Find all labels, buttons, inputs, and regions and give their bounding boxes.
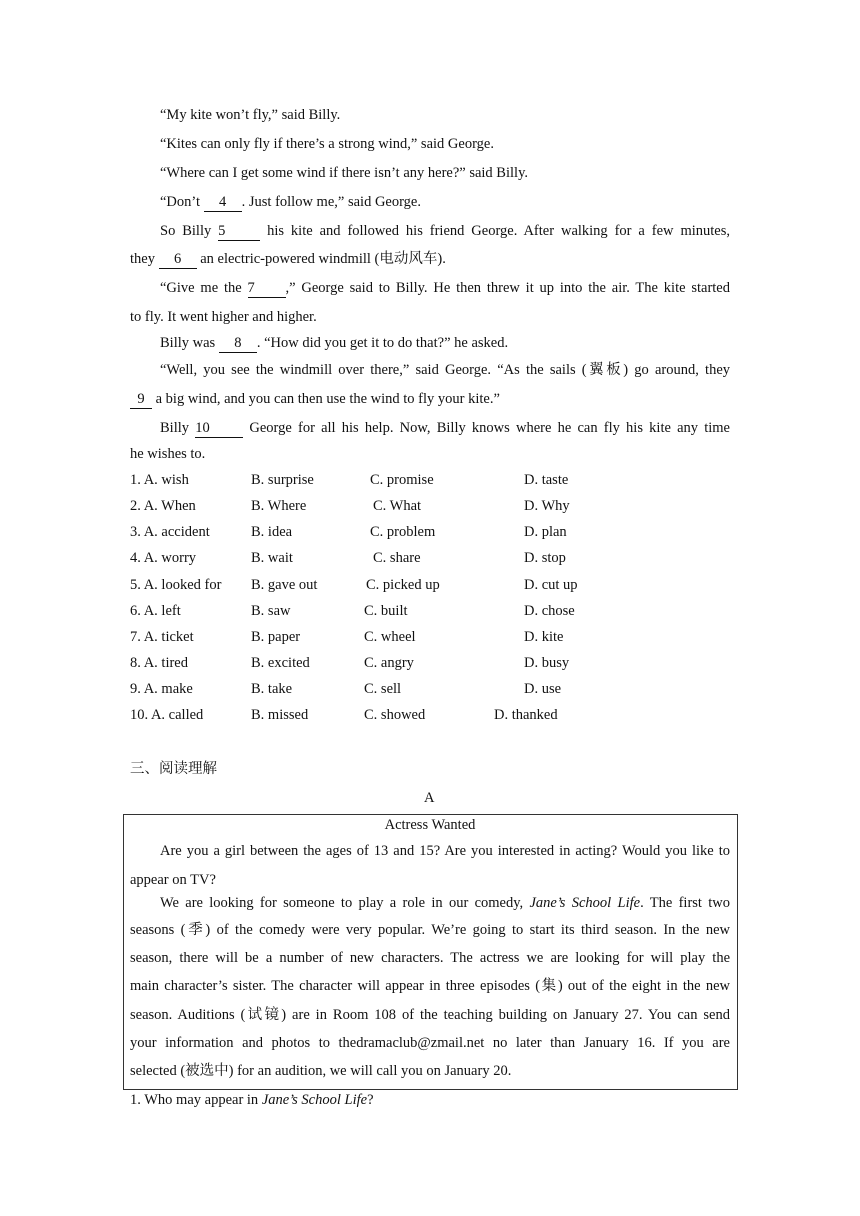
story-line-12 — [160, 421, 730, 438]
option-3-c: C. problem — [370, 524, 436, 540]
option-3-b: B. idea — [251, 524, 293, 540]
show-title: Jane’s School Life — [261, 1092, 368, 1108]
option-9-b: B. take — [251, 681, 293, 697]
blank-5: 5 — [218, 224, 260, 241]
option-9-a: 9. A. make — [130, 681, 193, 697]
story-line-11 — [130, 392, 500, 409]
text: his kite and followed his friend George. After walking for a few minutes, — [260, 223, 730, 239]
text: “Give me the — [160, 280, 248, 296]
text: 1. Who may appear in — [130, 1092, 262, 1108]
option-6-d: D. chose — [524, 603, 575, 619]
option-4-d: D. stop — [524, 550, 566, 566]
option-2-d: D. Why — [524, 498, 570, 514]
option-1-c: C. promise — [370, 472, 434, 488]
option-7-b: B. paper — [251, 629, 301, 645]
option-10-b: B. missed — [251, 707, 309, 723]
option-2-c: C. What — [373, 498, 422, 514]
ad-line-7: season. Auditions (试镜) are in Room 108 of the teaching building on January 27. You can send — [130, 1007, 730, 1023]
ad-line-5: season, there will be a number of new characters. The actress we are looking for will play the — [130, 950, 730, 966]
option-4-b: B. wait — [251, 550, 293, 566]
story-line-10: “Well, you see the windmill over there,” said George. “As the sails (翼板) go around, they — [160, 362, 730, 378]
option-9-c: C. sell — [364, 681, 402, 697]
text: So Billy — [160, 223, 219, 239]
story-line-7 — [160, 281, 730, 298]
text: . The first two — [640, 895, 730, 911]
story-line-5 — [160, 224, 730, 241]
passage-label: A — [424, 790, 435, 806]
ad-line-2: appear on TV? — [130, 872, 216, 888]
ad-title: Actress Wanted — [384, 817, 476, 833]
text: . “How did you get it to do that?” he asked. — [256, 335, 509, 351]
option-3-d: D. plan — [524, 524, 567, 540]
story-line-8: to fly. It went higher and higher. — [130, 309, 317, 325]
option-3-a: 3. A. accident — [130, 524, 210, 540]
text: ? — [367, 1092, 374, 1108]
option-5-c: C. picked up — [366, 577, 440, 593]
option-8-b: B. excited — [251, 655, 310, 671]
option-10-a: 10. A. called — [130, 707, 204, 723]
ad-line-8: your information and photos to thedramaclub@zmail.net no later than January 16. If you are — [130, 1035, 730, 1051]
question-1 — [130, 1093, 374, 1108]
blank-9: 9 — [130, 392, 152, 409]
option-2-a: 2. A. When — [130, 498, 196, 514]
story-line-1: “My kite won’t fly,” said Billy. — [160, 107, 341, 123]
ad-line-4: seasons (季) of the comedy were very popular. We’re going to start its third season. In the new — [130, 922, 730, 938]
option-4-c: C. share — [373, 550, 421, 566]
option-7-c: C. wheel — [364, 629, 416, 645]
option-5-d: D. cut up — [524, 577, 578, 593]
option-1-d: D. taste — [524, 472, 569, 488]
story-line-4 — [160, 195, 421, 212]
text: Billy was — [160, 335, 219, 351]
option-10-d: D. thanked — [494, 707, 558, 723]
text: ,” George said to Billy. He then threw it up into the air. The kite started — [285, 280, 730, 296]
ad-line-3 — [160, 896, 730, 911]
section-heading: 三、阅读理解 — [130, 761, 217, 777]
blank-7: 7 — [248, 281, 286, 298]
blank-6: 6 — [159, 252, 197, 269]
option-8-c: C. angry — [364, 655, 414, 671]
option-4-a: 4. A. worry — [130, 550, 197, 566]
option-6-a: 6. A. left — [130, 603, 181, 619]
text: We are looking for someone to play a role in our comedy, — [160, 895, 530, 911]
story-line-3: “Where can I get some wind if there isn’t any here?” said Billy. — [160, 165, 529, 181]
blank-4: 4 — [204, 195, 242, 212]
option-2-b: B. Where — [251, 498, 307, 514]
story-line-13: he wishes to. — [130, 446, 206, 462]
story-line-9 — [160, 336, 508, 353]
option-5-b: B. gave out — [251, 577, 318, 593]
option-8-a: 8. A. tired — [130, 655, 188, 671]
ad-line-9: selected (被选中) for an audition, we will call you on January 20. — [130, 1063, 512, 1079]
story-line-2: “Kites can only fly if there’s a strong wind,” said George. — [160, 136, 494, 152]
story-line-6 — [130, 252, 446, 269]
option-1-a: 1. A. wish — [130, 472, 189, 488]
blank-8: 8 — [219, 336, 257, 353]
show-title: Jane’s School Life — [529, 895, 641, 911]
blank-10: 10 — [195, 421, 243, 438]
text: . Just follow me,” said George. — [241, 194, 421, 210]
ad-line-6: main character’s sister. The character will appear in three episodes (集) out of the eight in the new — [130, 978, 730, 994]
text: an electric-powered windmill (电动风车). — [196, 251, 446, 267]
option-9-d: D. use — [524, 681, 562, 697]
option-10-c: C. showed — [364, 707, 426, 723]
option-7-a: 7. A. ticket — [130, 629, 194, 645]
option-7-d: D. kite — [524, 629, 564, 645]
option-6-c: C. built — [364, 603, 408, 619]
text: they — [130, 251, 159, 267]
option-5-a: 5. A. looked for — [130, 577, 222, 593]
option-1-b: B. surprise — [251, 472, 314, 488]
text: “Don’t — [160, 194, 204, 210]
text: George for all his help. Now, Billy knows where he can fly his kite any time — [243, 420, 730, 436]
option-6-b: B. saw — [251, 603, 291, 619]
text: a big wind, and you can then use the wind to fly your kite.” — [152, 391, 500, 407]
option-8-d: D. busy — [524, 655, 570, 671]
text: Billy — [160, 420, 196, 436]
ad-line-1: Are you a girl between the ages of 13 and 15? Are you interested in acting? Would you like to — [160, 843, 730, 859]
